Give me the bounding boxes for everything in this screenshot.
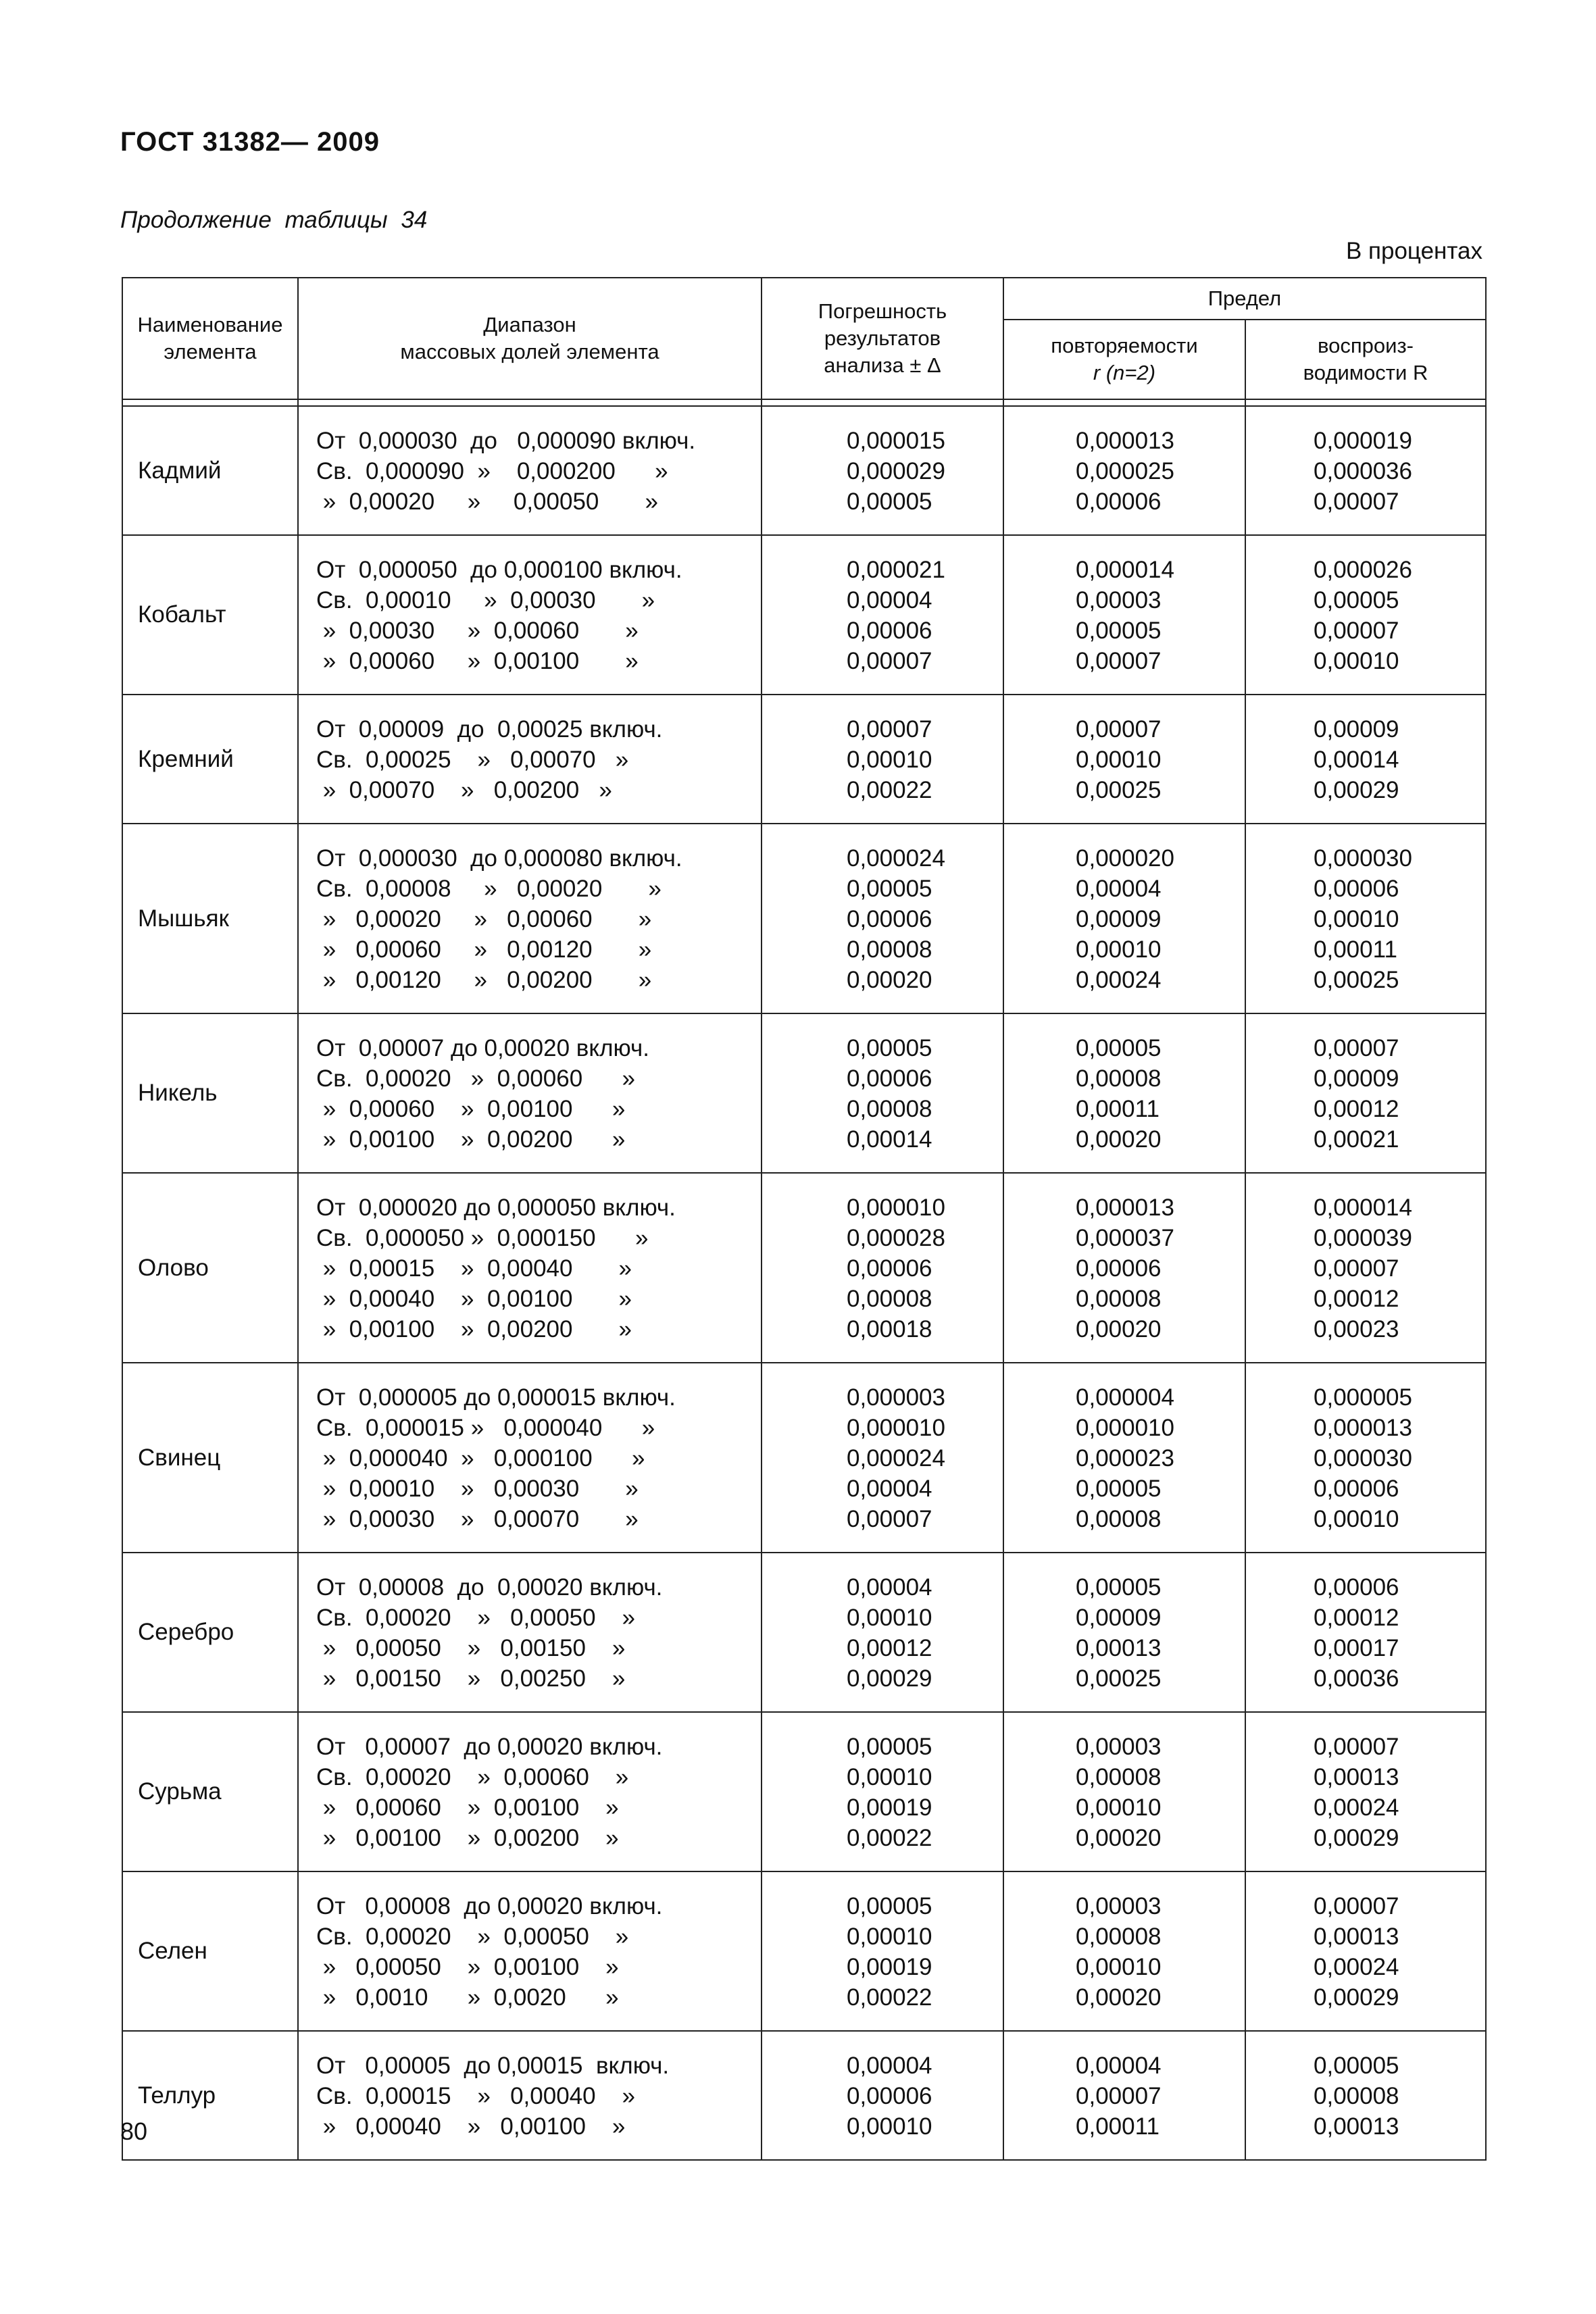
analysis-error-value: 0,00005 bbox=[847, 1035, 932, 1061]
analysis-error-value: 0,000015 bbox=[847, 428, 945, 454]
analysis-error-cell bbox=[762, 824, 1003, 1013]
mass-fraction-range-cell bbox=[298, 1363, 762, 1553]
reproducibility-limit-value: 0,00007 bbox=[1314, 1734, 1399, 1760]
repeatability-limit-value: 0,00020 bbox=[1076, 1316, 1162, 1342]
repeatability-limit-value: 0,00011 bbox=[1076, 1096, 1159, 1122]
repeatability-limit-value: 0,00008 bbox=[1076, 1286, 1162, 1312]
analysis-error-value: 0,000010 bbox=[847, 1194, 945, 1221]
element-name: Кадмий bbox=[122, 406, 298, 535]
repeatability-limit-value: 0,000010 bbox=[1076, 1415, 1174, 1441]
repeatability-limit-value: 0,00004 bbox=[1076, 876, 1162, 902]
element-name: Свинец bbox=[122, 1363, 298, 1553]
mass-fraction-range-cell bbox=[298, 1712, 762, 1871]
repeatability-limit-value: 0,00007 bbox=[1076, 716, 1162, 743]
mass-fraction-range-value: От 0,000050 до 0,000100 включ. bbox=[316, 557, 682, 583]
table-row bbox=[122, 535, 1486, 695]
analysis-error-value: 0,00006 bbox=[847, 1065, 932, 1092]
reproducibility-limit-value: 0,00025 bbox=[1314, 967, 1399, 993]
reproducibility-limit-value: 0,000030 bbox=[1314, 1445, 1412, 1472]
reproducibility-limit-value: 0,00007 bbox=[1314, 488, 1399, 515]
repeatability-limit-value: 0,000037 bbox=[1076, 1225, 1174, 1251]
mass-fraction-range-value: » 0,00020 » 0,00060 » bbox=[316, 906, 652, 932]
repeatability-limit-value: 0,00011 bbox=[1076, 2113, 1159, 2140]
mass-fraction-range-value: » 0,00030 » 0,00060 » bbox=[316, 618, 639, 644]
mass-fraction-range-cell bbox=[298, 535, 762, 695]
repeatability-limit-value: 0,00003 bbox=[1076, 587, 1162, 613]
analysis-error-value: 0,00006 bbox=[847, 1255, 932, 1282]
reproducibility-limit-value: 0,00008 bbox=[1314, 2083, 1399, 2109]
header-reproducibility: воспроиз- водимости R bbox=[1245, 320, 1486, 399]
repeatability-limit-value: 0,00008 bbox=[1076, 1506, 1162, 1532]
reproducibility-limit-cell bbox=[1245, 1553, 1486, 1712]
repeatability-limit-cell bbox=[1003, 1363, 1245, 1553]
mass-fraction-range-cell bbox=[298, 695, 762, 824]
analysis-error-value: 0,00008 bbox=[847, 1096, 932, 1122]
reproducibility-limit-value: 0,000030 bbox=[1314, 845, 1412, 872]
reproducibility-limit-value: 0,00007 bbox=[1314, 1255, 1399, 1282]
analysis-error-value: 0,00004 bbox=[847, 1574, 932, 1601]
reproducibility-limit-value: 0,000036 bbox=[1314, 458, 1412, 484]
mass-fraction-range-value: » 0,00050 » 0,00150 » bbox=[316, 1635, 626, 1661]
repeatability-limit-value: 0,00007 bbox=[1076, 648, 1162, 674]
reproducibility-limit-value: 0,00012 bbox=[1314, 1286, 1399, 1312]
repeatability-limit-value: 0,00009 bbox=[1076, 906, 1162, 932]
mass-fraction-range-value: От 0,000005 до 0,000015 включ. bbox=[316, 1384, 676, 1411]
analysis-error-value: 0,00019 bbox=[847, 1954, 932, 1980]
reproducibility-limit-value: 0,00011 bbox=[1314, 936, 1397, 963]
units-note: В процентах bbox=[1345, 238, 1482, 264]
reproducibility-limit-value: 0,00006 bbox=[1314, 1574, 1399, 1601]
analysis-error-cell bbox=[762, 1553, 1003, 1712]
reproducibility-limit-cell bbox=[1245, 695, 1486, 824]
reproducibility-limit-value: 0,00010 bbox=[1314, 906, 1399, 932]
reproducibility-limit-value: 0,00007 bbox=[1314, 618, 1399, 644]
mass-fraction-range-value: » 0,00020 » 0,00050 » bbox=[316, 488, 658, 515]
mass-fraction-range-value: » 0,00100 » 0,00200 » bbox=[316, 1825, 619, 1851]
analysis-error-value: 0,00010 bbox=[847, 1923, 932, 1950]
mass-fraction-range-value: » 0,00070 » 0,00200 » bbox=[316, 777, 612, 803]
analysis-error-value: 0,00007 bbox=[847, 648, 932, 674]
analysis-error-value: 0,00020 bbox=[847, 967, 932, 993]
mass-fraction-range-cell bbox=[298, 1173, 762, 1363]
reproducibility-limit-cell bbox=[1245, 2031, 1486, 2160]
mass-fraction-range-value: Св. 0,00020 » 0,00060 » bbox=[316, 1764, 629, 1790]
analysis-error-value: 0,00005 bbox=[847, 1893, 932, 1919]
mass-fraction-range-value: » 0,00050 » 0,00100 » bbox=[316, 1954, 619, 1980]
element-name: Теллур bbox=[122, 2031, 298, 2160]
element-name: Мышьяк bbox=[122, 824, 298, 1013]
mass-fraction-range-value: От 0,00005 до 0,00015 включ. bbox=[316, 2053, 670, 2079]
mass-fraction-range-value: Св. 0,00015 » 0,00040 » bbox=[316, 2083, 635, 2109]
reproducibility-limit-cell bbox=[1245, 535, 1486, 695]
reproducibility-limit-cell bbox=[1245, 1712, 1486, 1871]
mass-fraction-range-value: » 0,00060 » 0,00100 » bbox=[316, 648, 639, 674]
repeatability-limit-cell bbox=[1003, 406, 1245, 535]
reproducibility-limit-value: 0,00009 bbox=[1314, 716, 1399, 743]
reproducibility-limit-value: 0,00006 bbox=[1314, 876, 1399, 902]
reproducibility-limit-value: 0,00012 bbox=[1314, 1096, 1399, 1122]
table-row bbox=[122, 1712, 1486, 1871]
table-row bbox=[122, 1363, 1486, 1553]
analysis-error-value: 0,00008 bbox=[847, 1286, 932, 1312]
mass-fraction-range-value: От 0,000030 до 0,000080 включ. bbox=[316, 845, 682, 872]
element-limits-table bbox=[122, 277, 1487, 2161]
repeatability-limit-value: 0,00025 bbox=[1076, 1665, 1162, 1692]
element-name: Сурьма bbox=[122, 1712, 298, 1871]
repeatability-limit-value: 0,00010 bbox=[1076, 1794, 1162, 1821]
repeatability-limit-value: 0,00006 bbox=[1076, 488, 1162, 515]
repeatability-limit-value: 0,00025 bbox=[1076, 777, 1162, 803]
analysis-error-cell bbox=[762, 1712, 1003, 1871]
header-element: Наименование элемента bbox=[122, 278, 298, 399]
repeatability-limit-cell bbox=[1003, 695, 1245, 824]
reproducibility-limit-cell bbox=[1245, 1363, 1486, 1553]
repeatability-limit-value: 0,000014 bbox=[1076, 557, 1174, 583]
reproducibility-limit-cell bbox=[1245, 824, 1486, 1013]
repeatability-limit-value: 0,00003 bbox=[1076, 1893, 1162, 1919]
reproducibility-limit-value: 0,00024 bbox=[1314, 1954, 1399, 1980]
repeatability-limit-cell bbox=[1003, 824, 1245, 1013]
repeatability-limit-value: 0,00024 bbox=[1076, 967, 1162, 993]
mass-fraction-range-value: » 0,00150 » 0,00250 » bbox=[316, 1665, 626, 1692]
mass-fraction-range-value: От 0,000020 до 0,000050 включ. bbox=[316, 1194, 676, 1221]
repeatability-limit-cell bbox=[1003, 1173, 1245, 1363]
repeatability-limit-value: 0,000013 bbox=[1076, 1194, 1174, 1221]
mass-fraction-range-value: Св. 0,00008 » 0,00020 » bbox=[316, 876, 662, 902]
reproducibility-limit-value: 0,00013 bbox=[1314, 1923, 1399, 1950]
analysis-error-value: 0,00007 bbox=[847, 1506, 932, 1532]
reproducibility-limit-cell bbox=[1245, 406, 1486, 535]
reproducibility-limit-value: 0,000019 bbox=[1314, 428, 1412, 454]
reproducibility-limit-value: 0,00024 bbox=[1314, 1794, 1399, 1821]
reproducibility-limit-value: 0,00013 bbox=[1314, 2113, 1399, 2140]
header-error: Погрешность результатов анализа ± Δ bbox=[762, 278, 1003, 399]
mass-fraction-range-value: » 0,00030 » 0,00070 » bbox=[316, 1506, 639, 1532]
mass-fraction-range-value: От 0,00007 до 0,00020 включ. bbox=[316, 1734, 663, 1760]
element-name: Кобальт bbox=[122, 535, 298, 695]
repeatability-limit-value: 0,00008 bbox=[1076, 1764, 1162, 1790]
header-limit: Предел bbox=[1003, 278, 1486, 320]
repeatability-limit-cell bbox=[1003, 1871, 1245, 2031]
analysis-error-cell bbox=[762, 406, 1003, 535]
analysis-error-value: 0,00010 bbox=[847, 1764, 932, 1790]
mass-fraction-range-value: Св. 0,000090 » 0,000200 » bbox=[316, 458, 668, 484]
mass-fraction-range-cell bbox=[298, 406, 762, 535]
analysis-error-cell bbox=[762, 1363, 1003, 1553]
table-row bbox=[122, 406, 1486, 535]
repeatability-limit-value: 0,00004 bbox=[1076, 2053, 1162, 2079]
table-row bbox=[122, 2031, 1486, 2160]
analysis-error-value: 0,000003 bbox=[847, 1384, 945, 1411]
reproducibility-limit-value: 0,00036 bbox=[1314, 1665, 1399, 1692]
analysis-error-cell bbox=[762, 2031, 1003, 2160]
analysis-error-value: 0,00005 bbox=[847, 1734, 932, 1760]
mass-fraction-range-value: Св. 0,00020 » 0,00050 » bbox=[316, 1923, 629, 1950]
reproducibility-limit-value: 0,00010 bbox=[1314, 648, 1399, 674]
repeatability-limit-value: 0,00006 bbox=[1076, 1255, 1162, 1282]
repeatability-limit-cell bbox=[1003, 1013, 1245, 1173]
analysis-error-value: 0,00014 bbox=[847, 1126, 932, 1153]
analysis-error-value: 0,00005 bbox=[847, 876, 932, 902]
mass-fraction-range-value: От 0,00009 до 0,00025 включ. bbox=[316, 716, 663, 743]
repeatability-limit-cell bbox=[1003, 1712, 1245, 1871]
analysis-error-value: 0,00012 bbox=[847, 1635, 932, 1661]
repeatability-limit-value: 0,000020 bbox=[1076, 845, 1174, 872]
reproducibility-limit-value: 0,00012 bbox=[1314, 1605, 1399, 1631]
analysis-error-value: 0,000010 bbox=[847, 1415, 945, 1441]
repeatability-limit-value: 0,00003 bbox=[1076, 1734, 1162, 1760]
repeatability-limit-cell bbox=[1003, 535, 1245, 695]
analysis-error-value: 0,00029 bbox=[847, 1665, 932, 1692]
mass-fraction-range-value: Св. 0,00010 » 0,00030 » bbox=[316, 587, 655, 613]
analysis-error-value: 0,00018 bbox=[847, 1316, 932, 1342]
mass-fraction-range-cell bbox=[298, 1553, 762, 1712]
mass-fraction-range-value: Св. 0,00020 » 0,00060 » bbox=[316, 1065, 635, 1092]
repeatability-limit-value: 0,000025 bbox=[1076, 458, 1174, 484]
mass-fraction-range-value: » 0,000040 » 0,000100 » bbox=[316, 1445, 645, 1472]
reproducibility-limit-value: 0,00010 bbox=[1314, 1506, 1399, 1532]
table-row bbox=[122, 1871, 1486, 2031]
table-continuation-caption: Продолжение таблицы 34 bbox=[120, 207, 428, 233]
reproducibility-limit-value: 0,00017 bbox=[1314, 1635, 1399, 1661]
analysis-error-value: 0,000021 bbox=[847, 557, 945, 583]
mass-fraction-range-value: Св. 0,00025 » 0,00070 » bbox=[316, 747, 629, 773]
reproducibility-limit-value: 0,00021 bbox=[1314, 1126, 1399, 1153]
reproducibility-limit-value: 0,000013 bbox=[1314, 1415, 1412, 1441]
analysis-error-value: 0,00022 bbox=[847, 777, 932, 803]
element-name: Серебро bbox=[122, 1553, 298, 1712]
reproducibility-limit-value: 0,00006 bbox=[1314, 1476, 1399, 1502]
analysis-error-value: 0,000024 bbox=[847, 845, 945, 872]
analysis-error-value: 0,00006 bbox=[847, 2083, 932, 2109]
reproducibility-limit-value: 0,00014 bbox=[1314, 747, 1399, 773]
mass-fraction-range-value: » 0,00010 » 0,00030 » bbox=[316, 1476, 639, 1502]
reproducibility-limit-value: 0,00007 bbox=[1314, 1035, 1399, 1061]
repeatability-limit-value: 0,00005 bbox=[1076, 618, 1162, 644]
repeatability-limit-value: 0,00013 bbox=[1076, 1635, 1162, 1661]
element-name: Селен bbox=[122, 1871, 298, 2031]
analysis-error-value: 0,00005 bbox=[847, 488, 932, 515]
analysis-error-value: 0,00010 bbox=[847, 747, 932, 773]
repeatability-limit-value: 0,00010 bbox=[1076, 747, 1162, 773]
element-name: Кремний bbox=[122, 695, 298, 824]
mass-fraction-range-value: Св. 0,00020 » 0,00050 » bbox=[316, 1605, 635, 1631]
element-name: Никель bbox=[122, 1013, 298, 1173]
reproducibility-limit-value: 0,00007 bbox=[1314, 1893, 1399, 1919]
analysis-error-value: 0,00010 bbox=[847, 1605, 932, 1631]
page-number: 80 bbox=[120, 2117, 148, 2145]
mass-fraction-range-value: От 0,000030 до 0,000090 включ. bbox=[316, 428, 696, 454]
reproducibility-limit-value: 0,000026 bbox=[1314, 557, 1412, 583]
repeatability-limit-value: 0,00008 bbox=[1076, 1065, 1162, 1092]
repeatability-limit-value: 0,00020 bbox=[1076, 1825, 1162, 1851]
reproducibility-limit-value: 0,00013 bbox=[1314, 1764, 1399, 1790]
mass-fraction-range-value: От 0,00007 до 0,00020 включ. bbox=[316, 1035, 649, 1061]
analysis-error-cell bbox=[762, 1013, 1003, 1173]
analysis-error-cell bbox=[762, 535, 1003, 695]
analysis-error-value: 0,00008 bbox=[847, 936, 932, 963]
mass-fraction-range-value: » 0,00060 » 0,00120 » bbox=[316, 936, 652, 963]
analysis-error-value: 0,00010 bbox=[847, 2113, 932, 2140]
mass-fraction-range-value: » 0,00120 » 0,00200 » bbox=[316, 967, 652, 993]
mass-fraction-range-cell bbox=[298, 1871, 762, 2031]
analysis-error-value: 0,00022 bbox=[847, 1825, 932, 1851]
analysis-error-cell bbox=[762, 1173, 1003, 1363]
reproducibility-limit-value: 0,00009 bbox=[1314, 1065, 1399, 1092]
mass-fraction-range-value: » 0,00040 » 0,00100 » bbox=[316, 1286, 632, 1312]
repeatability-limit-value: 0,00007 bbox=[1076, 2083, 1162, 2109]
repeatability-limit-value: 0,00020 bbox=[1076, 1984, 1162, 2011]
mass-fraction-range-value: От 0,00008 до 0,00020 включ. bbox=[316, 1893, 663, 1919]
repeatability-limit-value: 0,00005 bbox=[1076, 1035, 1162, 1061]
mass-fraction-range-cell bbox=[298, 2031, 762, 2160]
reproducibility-limit-value: 0,00029 bbox=[1314, 1825, 1399, 1851]
analysis-error-cell bbox=[762, 1871, 1003, 2031]
reproducibility-limit-value: 0,00005 bbox=[1314, 2053, 1399, 2079]
repeatability-limit-value: 0,00010 bbox=[1076, 1954, 1162, 1980]
analysis-error-cell bbox=[762, 695, 1003, 824]
repeatability-limit-value: 0,00010 bbox=[1076, 936, 1162, 963]
mass-fraction-range-value: » 0,00060 » 0,00100 » bbox=[316, 1096, 626, 1122]
repeatability-limit-value: 0,000013 bbox=[1076, 428, 1174, 454]
table-row bbox=[122, 1553, 1486, 1712]
analysis-error-value: 0,00019 bbox=[847, 1794, 932, 1821]
reproducibility-limit-cell bbox=[1245, 1173, 1486, 1363]
header-range: Диапазон массовых долей элемента bbox=[298, 278, 762, 399]
reproducibility-limit-value: 0,000014 bbox=[1314, 1194, 1412, 1221]
analysis-error-value: 0,00006 bbox=[847, 906, 932, 932]
repeatability-limit-value: 0,00008 bbox=[1076, 1923, 1162, 1950]
repeatability-limit-value: 0,00005 bbox=[1076, 1476, 1162, 1502]
mass-fraction-range-cell bbox=[298, 824, 762, 1013]
reproducibility-limit-cell bbox=[1245, 1871, 1486, 2031]
repeatability-limit-cell bbox=[1003, 2031, 1245, 2160]
header-repeatability: повторяемости r (n=2) bbox=[1003, 320, 1245, 399]
table-row bbox=[122, 1173, 1486, 1363]
reproducibility-limit-value: 0,00029 bbox=[1314, 1984, 1399, 2011]
reproducibility-limit-value: 0,00029 bbox=[1314, 777, 1399, 803]
mass-fraction-range-value: От 0,00008 до 0,00020 включ. bbox=[316, 1574, 663, 1601]
repeatability-limit-value: 0,000004 bbox=[1076, 1384, 1174, 1411]
analysis-error-value: 0,00022 bbox=[847, 1984, 932, 2011]
reproducibility-limit-cell bbox=[1245, 1013, 1486, 1173]
mass-fraction-range-value: » 0,00060 » 0,00100 » bbox=[316, 1794, 619, 1821]
repeatability-limit-value: 0,000023 bbox=[1076, 1445, 1174, 1472]
mass-fraction-range-value: » 0,00015 » 0,00040 » bbox=[316, 1255, 632, 1282]
analysis-error-value: 0,000028 bbox=[847, 1225, 945, 1251]
mass-fraction-range-value: » 0,0010 » 0,0020 » bbox=[316, 1984, 619, 2011]
analysis-error-value: 0,000029 bbox=[847, 458, 945, 484]
reproducibility-limit-value: 0,000005 bbox=[1314, 1384, 1412, 1411]
analysis-error-value: 0,000024 bbox=[847, 1445, 945, 1472]
reproducibility-limit-value: 0,00023 bbox=[1314, 1316, 1399, 1342]
repeatability-limit-value: 0,00005 bbox=[1076, 1574, 1162, 1601]
analysis-error-value: 0,00004 bbox=[847, 587, 932, 613]
table-row bbox=[122, 824, 1486, 1013]
analysis-error-value: 0,00004 bbox=[847, 2053, 932, 2079]
table-row bbox=[122, 695, 1486, 824]
mass-fraction-range-cell bbox=[298, 1013, 762, 1173]
mass-fraction-range-value: Св. 0,000050 » 0,000150 » bbox=[316, 1225, 649, 1251]
table-row bbox=[122, 1013, 1486, 1173]
reproducibility-limit-value: 0,000039 bbox=[1314, 1225, 1412, 1251]
analysis-error-value: 0,00004 bbox=[847, 1476, 932, 1502]
analysis-error-value: 0,00006 bbox=[847, 618, 932, 644]
mass-fraction-range-value: » 0,00100 » 0,00200 » bbox=[316, 1316, 632, 1342]
element-name: Олово bbox=[122, 1173, 298, 1363]
mass-fraction-range-value: » 0,00100 » 0,00200 » bbox=[316, 1126, 626, 1153]
mass-fraction-range-value: » 0,00040 » 0,00100 » bbox=[316, 2113, 626, 2140]
analysis-error-value: 0,00007 bbox=[847, 716, 932, 743]
mass-fraction-range-value: Св. 0,000015 » 0,000040 » bbox=[316, 1415, 655, 1441]
repeatability-limit-value: 0,00020 bbox=[1076, 1126, 1162, 1153]
repeatability-limit-value: 0,00009 bbox=[1076, 1605, 1162, 1631]
standard-title: ГОСТ 31382— 2009 bbox=[120, 127, 380, 157]
reproducibility-limit-value: 0,00005 bbox=[1314, 587, 1399, 613]
repeatability-limit-cell bbox=[1003, 1553, 1245, 1712]
